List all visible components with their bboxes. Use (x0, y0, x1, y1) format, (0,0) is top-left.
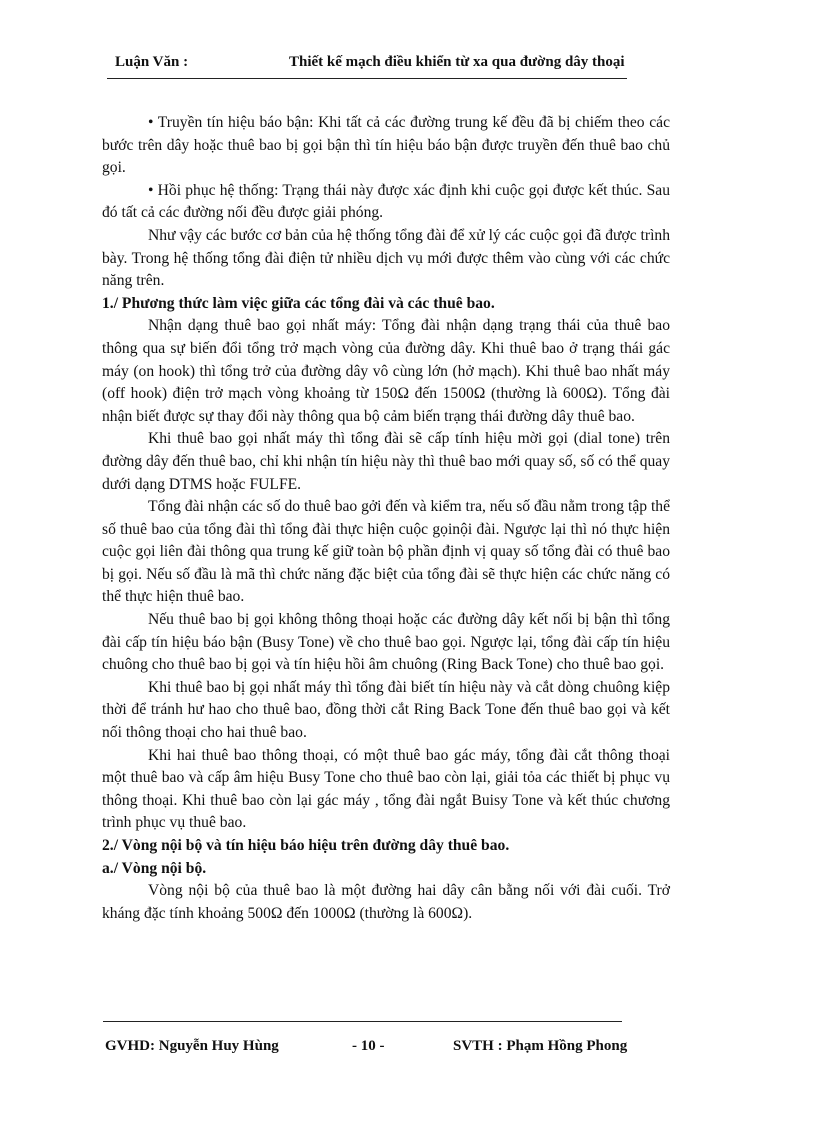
section-heading: 2./ Vòng nội bộ và tín hiệu báo hiệu trên đường dây thuê bao. (102, 837, 510, 854)
subsection-heading: a./ Vòng nội bộ. (102, 859, 207, 877)
footer-divider (103, 1021, 622, 1022)
header-divider (107, 78, 627, 79)
page-number: - 10 - (352, 1038, 385, 1054)
paragraph: Khi thuê bao bị gọi nhất máy thì tổng đài biết tín hiệu này và cắt dòng chuông kiệp thời để tránh hư hao cho thuê bao, đồng thời cắt Ring Back Tone đến thuê bao gọi và kết nối thông thoại cho hai thuê bao. (102, 678, 670, 742)
paragraph: Khi hai thuê bao thông thoại, có một thuê bao gác máy, tổng đài cắt thông thoại một thuê bao và cấp âm hiệu Busy Tone cho thuê bao còn lại, giải tỏa các thiết bị phục vụ thông thoại. Khi thuê bao còn lại gác máy , tổng đài ngắt Buisy Tone và kết thúc chương trình phục vụ thuê bao. (102, 746, 670, 832)
page-footer (103, 1034, 643, 1058)
header-label: Luận Văn : (115, 54, 189, 70)
paragraph: Vòng nội bộ của thuê bao là một đường hai dây cân bằng nối với đài cuối. Trở kháng đặc tính khoảng 500Ω đến 1000Ω (thường là 600Ω). (102, 882, 670, 922)
page-body (102, 112, 670, 925)
header-title: Thiết kế mạch điều khiển từ xa qua đường dây thoại (289, 54, 625, 70)
paragraph: • Hồi phục hệ thống: Trạng thái này được xác định khi cuộc gọi được kết thúc. Sau đó tất cả các đường nối đều được giải phóng. (102, 181, 670, 222)
page-header (107, 49, 627, 75)
footer-advisor: GVHD: Nguyễn Huy Hùng (105, 1038, 279, 1054)
footer-student: SVTH : Phạm Hồng Phong (453, 1038, 628, 1054)
paragraph: Tổng đài nhận các số do thuê bao gởi đến và kiểm tra, nếu số đầu nằm trong tập thể số thuê bao của tổng đài thì tổng đài thực hiện cuộc gọinội đài. Ngược lại thì nó thực hiện cuộc gọi liên đài thông qua trung kế giữ toàn bộ phần định vị quay số tổng đài có thuê bao bị gọi. Nếu số đầu là mã thì chức năng đặc biệt của tổng đài sẽ thực hiện các chức năng có thể thực hiện thuê bao. (102, 498, 670, 606)
section-heading: 1./ Phương thức làm việc giữa các tổng đài và các thuê bao. (102, 294, 495, 312)
paragraph: Nhận dạng thuê bao gọi nhất máy: Tổng đài nhận dạng trạng thái của thuê bao thông qua sự biến đổi tổng trở mạch vòng của đường dây. Khi thuê bao ở trạng thái gác máy (on hook) thì tổng trở của đường dây vô cùng lớn (hở mạch). Khi thuê bao nhất máy (off hook) điện trở mạch vòng khoảng từ 150Ω đến 1500Ω (thường là 600Ω). Tổng đài nhận biết được sự thay đổi này thông qua bộ cảm biến trạng thái đường dây thuê bao. (102, 317, 670, 425)
paragraph: • Truyền tín hiệu báo bận: Khi tất cả các đường trung kế đều đã bị chiếm theo các bước trên dây hoặc thuê bao bị gọi bận thì tín hiệu báo bận được truyền đến thuê bao chủ gọi. (102, 114, 670, 177)
paragraph: Khi thuê bao gọi nhất máy thì tổng đài sẽ cấp tính hiệu mời gọi (dial tone) trên đường dây đến thuê bao, chỉ khi nhận tín hiệu này thì thuê bao mới quay số, số có thể quay dưới dạng DTMS hoặc FULFE. (102, 430, 671, 493)
paragraph: Nếu thuê bao bị gọi không thông thoại hoặc các đường dây kết nối bị bận thì tổng đài cấp tín hiệu báo bận (Busy Tone) về cho thuê bao gọi. Ngược lại, tổng đài cấp tín hiệu chuông cho thuê bao bị gọi và tín hiệu hồi âm chuông (Ring Back Tone) cho thuê bao gọi. (102, 611, 670, 674)
paragraph: Như vậy các bước cơ bản của hệ thống tổng đài để xử lý các cuộc gọi đã được trình bày. Trong hệ thống tổng đài điện tử nhiều dịch vụ mới được thêm vào cùng với các chức năng trên. (102, 226, 670, 290)
